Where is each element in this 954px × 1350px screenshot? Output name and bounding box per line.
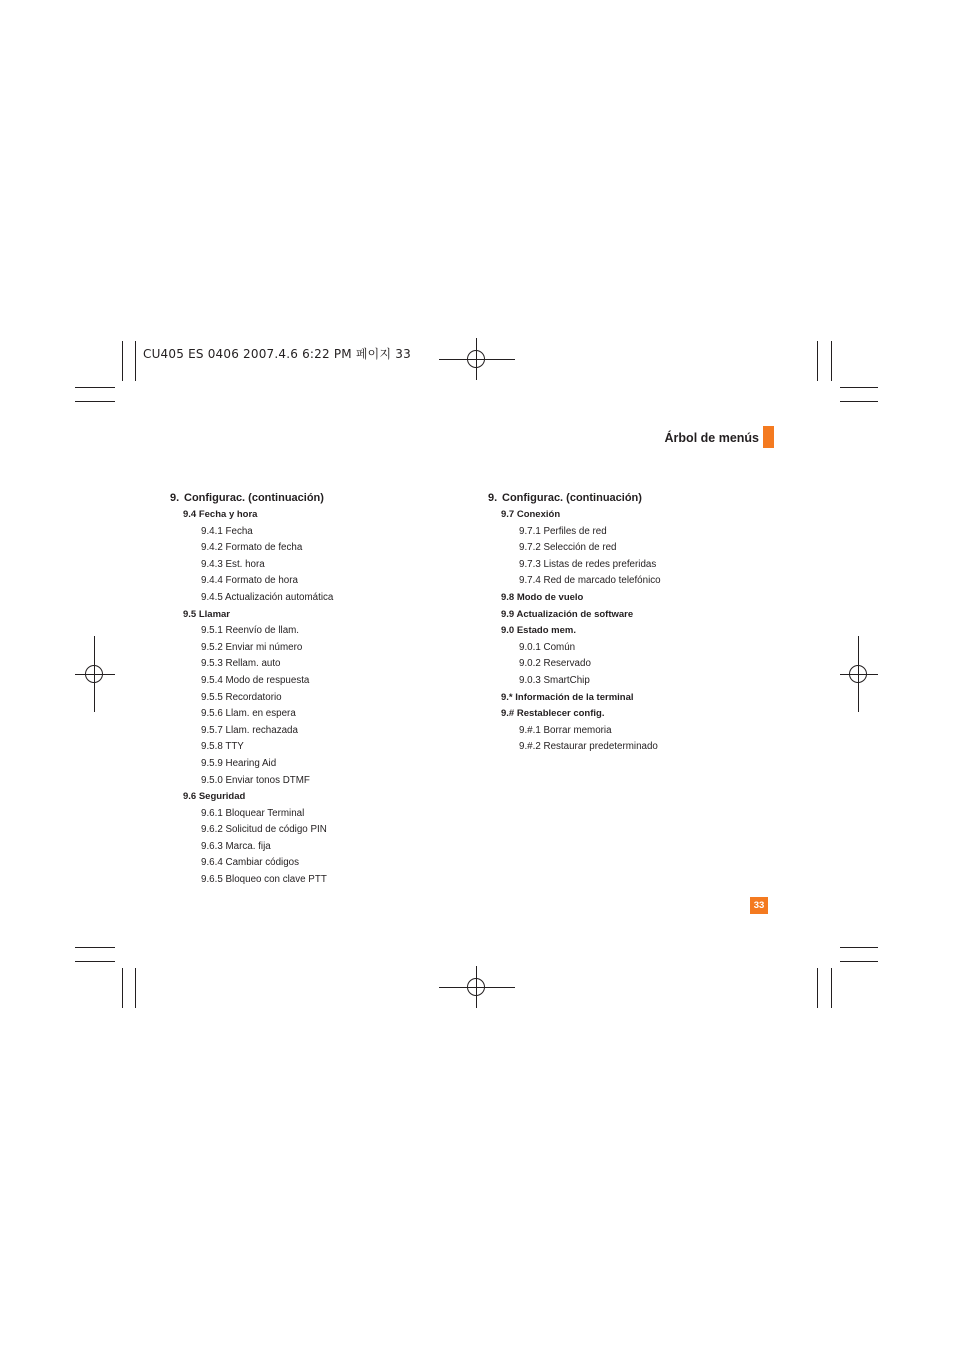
crop-mark-line bbox=[840, 947, 878, 948]
menu-item: 9.4.4 Formato de hora bbox=[201, 575, 298, 587]
menu-item: 9.4.5 Actualización automática bbox=[201, 591, 334, 603]
submenu-heading: 9.6 Seguridad bbox=[183, 791, 246, 803]
menu-item: 9.5.3 Rellam. auto bbox=[201, 658, 281, 670]
menu-item: 9.7.1 Perfiles de red bbox=[519, 525, 607, 537]
menu-list bbox=[170, 507, 440, 889]
submenu-heading: 9.9 Actualización de software bbox=[501, 608, 634, 620]
menu-item: 9.5.1 Reenvío de llam. bbox=[201, 625, 300, 637]
heading-number: 9. bbox=[488, 492, 498, 504]
crop-mark-line bbox=[75, 947, 115, 948]
menu-item: 9.5.4 Modo de respuesta bbox=[201, 674, 310, 686]
menu-item: 9.6.1 Bloquear Terminal bbox=[201, 807, 305, 819]
menu-list bbox=[488, 507, 758, 756]
submenu-heading: 9.8 Modo de vuelo bbox=[501, 591, 584, 603]
crop-mark-line bbox=[75, 401, 115, 402]
crop-mark-line bbox=[817, 968, 818, 1008]
column-heading bbox=[488, 490, 758, 507]
heading-title: Configurac. (continuación) bbox=[184, 492, 324, 504]
crop-mark-line bbox=[75, 961, 115, 962]
crop-mark-line bbox=[840, 961, 878, 962]
menu-item: 9.6.2 Solicitud de código PIN bbox=[201, 824, 327, 836]
menu-item: 9.5.6 Llam. en espera bbox=[201, 708, 296, 720]
menu-item: 9.#.1 Borrar memoria bbox=[519, 724, 612, 736]
menu-item: 9.5.8 TTY bbox=[201, 741, 244, 753]
crop-mark-line bbox=[135, 341, 136, 381]
menu-item: 9.5.2 Enviar mi número bbox=[201, 641, 303, 653]
crop-mark-line bbox=[75, 387, 115, 388]
menu-item: 9.5.9 Hearing Aid bbox=[201, 757, 277, 769]
crop-mark-line bbox=[817, 341, 818, 381]
menu-item: 9.5.5 Recordatorio bbox=[201, 691, 282, 703]
crop-mark-line bbox=[135, 968, 136, 1008]
submenu-heading: 9.0 Estado mem. bbox=[501, 625, 576, 637]
menu-item: 9.5.7 Llam. rechazada bbox=[201, 724, 298, 736]
print-slug: CU405 ES 0406 2007.4.6 6:22 PM 페이지 33 bbox=[143, 347, 411, 361]
accent-tab bbox=[763, 426, 774, 448]
column-heading bbox=[170, 490, 440, 507]
heading-title: Configurac. (continuación) bbox=[502, 492, 642, 504]
menu-column-left bbox=[170, 490, 440, 889]
crop-mark-line bbox=[122, 341, 123, 381]
menu-item: 9.0.3 SmartChip bbox=[519, 674, 590, 686]
submenu-heading: 9.5 Llamar bbox=[183, 608, 230, 620]
section-title: Árbol de menús bbox=[664, 431, 759, 445]
crop-mark-line bbox=[840, 387, 878, 388]
menu-item: 9.4.2 Formato de fecha bbox=[201, 542, 303, 554]
menu-item: 9.4.1 Fecha bbox=[201, 525, 253, 537]
menu-item: 9.6.3 Marca. fija bbox=[201, 840, 271, 852]
menu-item: 9.4.3 Est. hora bbox=[201, 558, 265, 570]
menu-column-right bbox=[488, 490, 758, 756]
submenu-heading: 9.4 Fecha y hora bbox=[183, 509, 258, 520]
menu-item: 9.7.3 Listas de redes preferidas bbox=[519, 558, 657, 570]
submenu-heading: 9.# Restablecer config. bbox=[501, 708, 605, 720]
menu-item: 9.0.1 Común bbox=[519, 641, 576, 653]
page-number: 33 bbox=[750, 897, 768, 914]
submenu-heading: 9.7 Conexión bbox=[501, 509, 561, 520]
heading-number: 9. bbox=[170, 492, 180, 504]
menu-item: 9.6.5 Bloqueo con clave PTT bbox=[201, 874, 327, 886]
crop-mark-line bbox=[840, 401, 878, 402]
crop-mark-line bbox=[831, 341, 832, 381]
menu-item: 9.7.2 Selección de red bbox=[519, 542, 617, 554]
menu-item: 9.5.0 Enviar tonos DTMF bbox=[201, 774, 310, 786]
submenu-heading: 9.* Información de la terminal bbox=[501, 691, 634, 703]
menu-item: 9.7.4 Red de marcado telefónico bbox=[519, 575, 661, 587]
crop-mark-line bbox=[122, 968, 123, 1008]
menu-item: 9.6.4 Cambiar códigos bbox=[201, 857, 300, 869]
crop-mark-line bbox=[831, 968, 832, 1008]
menu-item: 9.0.2 Reservado bbox=[519, 658, 591, 670]
menu-item: 9.#.2 Restaurar predeterminado bbox=[519, 741, 658, 753]
